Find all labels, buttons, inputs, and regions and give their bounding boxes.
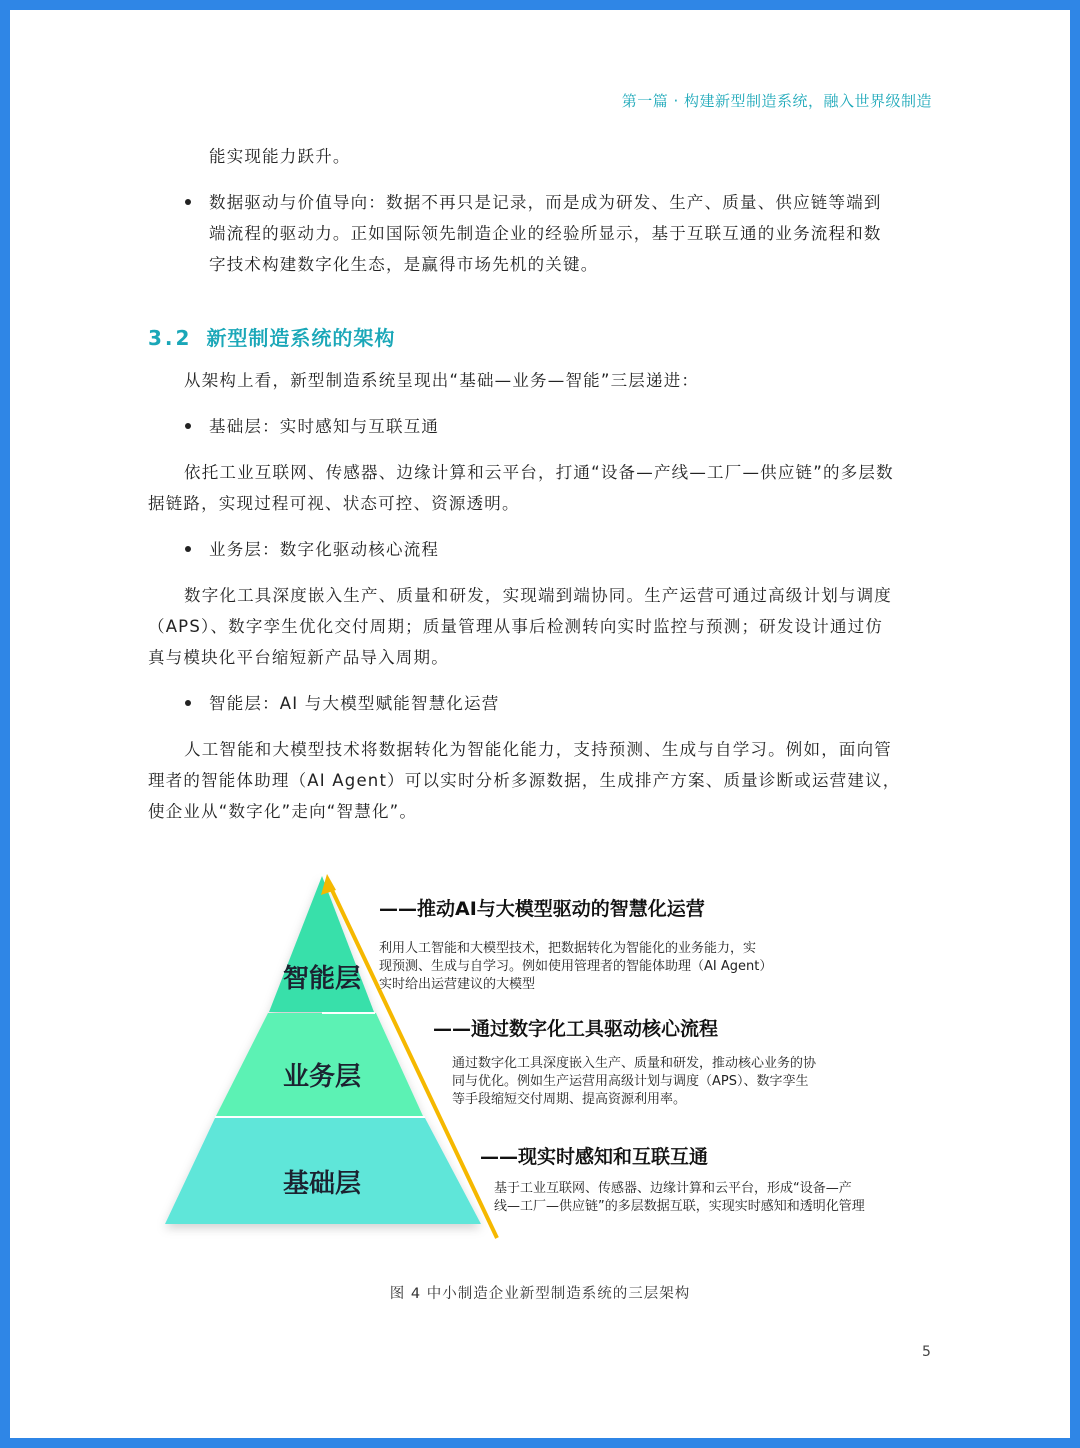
text-line: 理者的智能体助理（AI Agent）可以实时分析多源数据，生成排产方案、质量诊断或运营建议， <box>148 771 901 790</box>
tier-desc-intelligence <box>379 940 772 994</box>
bullet-business-layer: 业务层：数字化驱动核心流程 <box>209 540 440 559</box>
desc-line: 利用人工智能和大模型技术，把数据转化为智能化的业务能力，实 <box>379 941 757 956</box>
desc-line: 基于工业互联网、传感器、边缘计算和云平台，形成“设备—产 <box>494 1181 852 1196</box>
desc-line: 实时给出运营建议的大模型 <box>379 977 536 992</box>
section-title: 新型制造系统的架构 <box>206 326 396 350</box>
desc-line: 同与优化。例如生产运营用高级计划与调度（APS）、数字孪生 <box>452 1074 809 1089</box>
document-page <box>10 10 1070 1438</box>
bullet-intelligence-layer: 智能层：AI 与大模型赋能智慧化运营 <box>209 694 500 713</box>
text-line: 数据驱动与价值导向：数据不再只是记录，而是成为研发、生产、质量、供应链等端到 <box>209 193 882 212</box>
intro-text: 从架构上看，新型制造系统呈现出“基础—业务—智能”三层递进： <box>184 371 700 390</box>
text-line: 人工智能和大模型技术将数据转化为智能化能力，支持预测、生成与自学习。例如，面向管 <box>184 740 892 759</box>
text-line: 依托工业互联网、传感器、边缘计算和云平台，打通“设备—产线—工厂—供应链”的多层数 <box>184 463 894 482</box>
text-line: 端流程的驱动力。正如国际领先制造企业的经验所显示，基于互联互通的业务流程和数 <box>209 224 882 243</box>
figure-caption: 图 4 中小制造企业新型制造系统的三层架构 <box>389 1286 691 1302</box>
tier-heading-business: ——通过数字化工具驱动核心流程 <box>433 1018 719 1040</box>
running-header: 第一篇 · 构建新型制造系统，融入世界级制造 <box>621 92 932 110</box>
desc-line: 等手段缩短交付周期、提高资源利用率。 <box>452 1092 687 1107</box>
continuation-text: 能实现能力跃升。 <box>209 147 351 166</box>
desc-line: 现预测、生成与自学习。例如使用管理者的智能体助理（AI Agent） <box>379 959 773 974</box>
desc-line: 通过数字化工具深度嵌入生产、质量和研发，推动核心业务的协 <box>452 1056 817 1071</box>
tier-heading-base: ——现实时感知和互联互通 <box>480 1146 709 1168</box>
tier-label-intelligence: 智能层 <box>282 964 361 994</box>
bullet-base-layer: 基础层：实时感知与互联互通 <box>209 417 440 436</box>
text-line: 数字化工具深度嵌入生产、质量和研发，实现端到端协同。生产运营可通过高级计划与调度 <box>184 586 892 605</box>
text-line: 字技术构建数字化生态，是赢得市场先机的关键。 <box>209 255 599 274</box>
tier-label-base: 基础层 <box>282 1169 361 1199</box>
text-line: 真与模块化平台缩短新产品导入周期。 <box>148 648 449 667</box>
text-line: （APS）、数字孪生优化交付周期；质量管理从事后检测转向实时监控与预测；研发设计通过仿 <box>148 617 884 636</box>
desc-line: 线—工厂—供应链”的多层数据互联，实现实时感知和透明化管理 <box>494 1199 865 1214</box>
tier-heading-intelligence: ——推动AI与大模型驱动的智慧化运营 <box>379 898 705 920</box>
tier-label-business: 业务层 <box>282 1062 361 1092</box>
tier-desc-base <box>494 1180 865 1216</box>
text-line: 使企业从“数字化”走向“智慧化”。 <box>148 802 418 821</box>
section-number: 3.2 <box>148 326 193 350</box>
page-number: 5 <box>922 1344 931 1360</box>
text-line: 据链路，实现过程可视、状态可控、资源透明。 <box>148 494 520 513</box>
tier-desc-business <box>452 1055 816 1109</box>
